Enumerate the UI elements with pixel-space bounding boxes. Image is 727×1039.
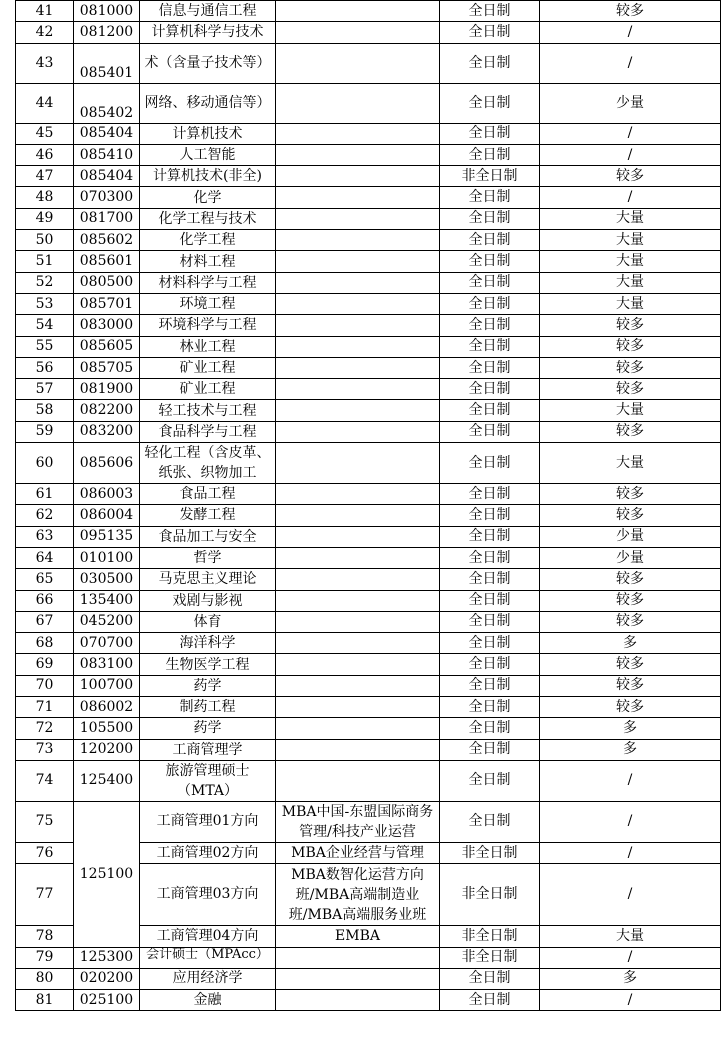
study-mode: 全日制 (440, 547, 540, 568)
table-row (16, 293, 721, 314)
row-number: 47 (16, 166, 74, 187)
study-mode: 全日制 (440, 569, 540, 590)
direction (276, 968, 440, 989)
row-number: 69 (16, 654, 74, 675)
row-number: 60 (16, 443, 74, 484)
table-row (16, 526, 721, 547)
major-name: 计算机技术 (140, 123, 276, 144)
table-row (16, 251, 721, 272)
major-code: 086004 (74, 505, 140, 526)
row-number: 57 (16, 379, 74, 400)
table-row (16, 1, 721, 22)
direction: EMBA (276, 926, 440, 947)
row-number: 43 (16, 43, 74, 83)
study-mode: 全日制 (440, 272, 540, 293)
major-code: 086003 (74, 484, 140, 505)
major-name: 工商管理02方向 (140, 842, 276, 863)
major-name: 轻工技术与工程 (140, 400, 276, 421)
enrollment-amount: 较多 (540, 590, 721, 611)
direction (276, 357, 440, 378)
table-row (16, 357, 721, 378)
study-mode: 非全日制 (440, 166, 540, 187)
direction (276, 484, 440, 505)
major-code: 125100 (74, 801, 140, 947)
major-code: 010100 (74, 547, 140, 568)
table-row (16, 400, 721, 421)
major-name: 计算机科学与技术 (140, 22, 276, 43)
row-number: 77 (16, 864, 74, 926)
table-row (16, 569, 721, 590)
major-code: 085401 (74, 43, 140, 83)
direction (276, 315, 440, 336)
direction (276, 675, 440, 696)
direction (276, 443, 440, 484)
table-row (16, 590, 721, 611)
study-mode: 全日制 (440, 379, 540, 400)
direction (276, 654, 440, 675)
direction (276, 272, 440, 293)
study-mode: 全日制 (440, 611, 540, 632)
direction: MBA中国-东盟国际商务管理/科技产业运营 (276, 801, 440, 842)
row-number: 73 (16, 739, 74, 760)
row-number: 59 (16, 421, 74, 442)
direction (276, 505, 440, 526)
study-mode: 全日制 (440, 697, 540, 718)
enrollment-amount: / (540, 144, 721, 165)
table-row (16, 272, 721, 293)
table-row (16, 760, 721, 801)
row-number: 76 (16, 842, 74, 863)
row-number: 63 (16, 526, 74, 547)
major-name: 金融 (140, 990, 276, 1011)
major-code: 081200 (74, 22, 140, 43)
major-code: 086002 (74, 697, 140, 718)
row-number: 65 (16, 569, 74, 590)
row-number: 62 (16, 505, 74, 526)
study-mode: 全日制 (440, 443, 540, 484)
study-mode: 全日制 (440, 801, 540, 842)
row-number: 68 (16, 633, 74, 654)
enrollment-amount: / (540, 43, 721, 83)
major-code: 085606 (74, 443, 140, 484)
row-number: 70 (16, 675, 74, 696)
direction (276, 739, 440, 760)
study-mode: 非全日制 (440, 947, 540, 968)
direction (276, 187, 440, 208)
table-row (16, 123, 721, 144)
study-mode: 全日制 (440, 484, 540, 505)
table-row (16, 654, 721, 675)
enrollment-amount: 较多 (540, 315, 721, 336)
table-row (16, 505, 721, 526)
enrollment-amount: 较多 (540, 336, 721, 357)
major-name: 计算机技术(非全) (140, 166, 276, 187)
direction: MBA企业经营与管理 (276, 842, 440, 863)
direction (276, 144, 440, 165)
major-code: 120200 (74, 739, 140, 760)
enrollment-amount: 较多 (540, 357, 721, 378)
major-name: 应用经济学 (140, 968, 276, 989)
direction (276, 379, 440, 400)
table-row (16, 421, 721, 442)
study-mode: 全日制 (440, 315, 540, 336)
direction (276, 293, 440, 314)
major-name (140, 947, 276, 968)
row-number: 46 (16, 144, 74, 165)
study-mode: 全日制 (440, 208, 540, 229)
study-mode: 全日制 (440, 968, 540, 989)
enrollment-amount: 大量 (540, 400, 721, 421)
major-name: 哲学 (140, 547, 276, 568)
major-name: 化学 (140, 187, 276, 208)
row-number: 61 (16, 484, 74, 505)
table-row (16, 379, 721, 400)
major-code: 085404 (74, 166, 140, 187)
direction (276, 547, 440, 568)
study-mode: 全日制 (440, 187, 540, 208)
row-number: 48 (16, 187, 74, 208)
major-name: 工商管理03方向 (140, 864, 276, 926)
major-code: 095135 (74, 526, 140, 547)
row-number: 56 (16, 357, 74, 378)
direction (276, 83, 440, 123)
major-code: 085602 (74, 230, 140, 251)
major-name: 食品科学与工程 (140, 421, 276, 442)
major-code: 085402 (74, 83, 140, 123)
major-name: 马克思主义理论 (140, 569, 276, 590)
table-row (16, 611, 721, 632)
study-mode: 全日制 (440, 336, 540, 357)
study-mode: 非全日制 (440, 926, 540, 947)
row-number: 53 (16, 293, 74, 314)
table-row (16, 22, 721, 43)
major-code: 085404 (74, 123, 140, 144)
study-mode: 全日制 (440, 526, 540, 547)
direction: MBA数智化运营方向班/MBA高端制造业班/MBA高端服务业班 (276, 864, 440, 926)
direction (276, 633, 440, 654)
major-name: 环境科学与工程 (140, 315, 276, 336)
major-name: 矿业工程 (140, 379, 276, 400)
enrollment-amount: 多 (540, 739, 721, 760)
major-code: 083000 (74, 315, 140, 336)
table-row (16, 968, 721, 989)
enrollment-amount: / (540, 990, 721, 1011)
direction (276, 718, 440, 739)
enrollment-amount: / (540, 187, 721, 208)
table-row (16, 83, 721, 123)
table-row (16, 208, 721, 229)
study-mode: 全日制 (440, 357, 540, 378)
table-row (16, 144, 721, 165)
row-number: 50 (16, 230, 74, 251)
major-name: 制药工程 (140, 697, 276, 718)
direction (276, 590, 440, 611)
major-name: 海洋科学 (140, 633, 276, 654)
table-row (16, 718, 721, 739)
table-row (16, 739, 721, 760)
study-mode: 全日制 (440, 739, 540, 760)
row-number: 54 (16, 315, 74, 336)
major-code: 100700 (74, 675, 140, 696)
table-row (16, 315, 721, 336)
table-row (16, 990, 721, 1011)
major-code: 085601 (74, 251, 140, 272)
study-mode: 全日制 (440, 230, 540, 251)
enrollment-amount: 较多 (540, 505, 721, 526)
enrollment-amount: / (540, 842, 721, 863)
major-code: 085410 (74, 144, 140, 165)
major-name: 戏剧与影视 (140, 590, 276, 611)
major-code: 083200 (74, 421, 140, 442)
direction (276, 697, 440, 718)
study-mode: 全日制 (440, 675, 540, 696)
row-number: 74 (16, 760, 74, 801)
table-row (16, 43, 721, 83)
enrollment-amount: 较多 (540, 166, 721, 187)
major-name: 矿业工程 (140, 357, 276, 378)
major-name: 化学工程 (140, 230, 276, 251)
study-mode: 全日制 (440, 633, 540, 654)
table-row (16, 166, 721, 187)
table-row (16, 547, 721, 568)
major-code: 020200 (74, 968, 140, 989)
major-name: 材料科学与工程 (140, 272, 276, 293)
row-number: 44 (16, 83, 74, 123)
study-mode: 全日制 (440, 400, 540, 421)
major-code: 085705 (74, 357, 140, 378)
study-mode: 全日制 (440, 123, 540, 144)
enrollment-amount: 少量 (540, 547, 721, 568)
table-row (16, 947, 721, 968)
row-number: 80 (16, 968, 74, 989)
direction (276, 22, 440, 43)
enrollment-amount: 较多 (540, 654, 721, 675)
enrollment-amount: 较多 (540, 675, 721, 696)
enrollment-amount: 多 (540, 633, 721, 654)
table-row (16, 633, 721, 654)
study-mode: 全日制 (440, 590, 540, 611)
direction (276, 123, 440, 144)
study-mode: 非全日制 (440, 864, 540, 926)
major-code: 135400 (74, 590, 140, 611)
direction (276, 990, 440, 1011)
major-code: 125300 (74, 947, 140, 968)
study-mode: 全日制 (440, 760, 540, 801)
enrollment-amount: 较多 (540, 421, 721, 442)
major-name: 林业工程 (140, 336, 276, 357)
study-mode: 非全日制 (440, 842, 540, 863)
major-name: 人工智能 (140, 144, 276, 165)
table-row (16, 443, 721, 484)
direction (276, 251, 440, 272)
direction (276, 400, 440, 421)
direction (276, 208, 440, 229)
major-name: 环境工程 (140, 293, 276, 314)
study-mode: 全日制 (440, 22, 540, 43)
major-code: 083100 (74, 654, 140, 675)
row-number: 72 (16, 718, 74, 739)
row-number: 55 (16, 336, 74, 357)
row-number: 64 (16, 547, 74, 568)
major-code: 085701 (74, 293, 140, 314)
study-mode: 全日制 (440, 251, 540, 272)
enrollment-amount: 少量 (540, 83, 721, 123)
enrollment-amount: / (540, 801, 721, 842)
major-name: 工商管理01方向 (140, 801, 276, 842)
admissions-table (15, 0, 721, 1011)
enrollment-amount: 大量 (540, 926, 721, 947)
direction (276, 43, 440, 83)
major-name: 工商管理学 (140, 739, 276, 760)
major-code: 070300 (74, 187, 140, 208)
study-mode: 全日制 (440, 718, 540, 739)
table-row (16, 336, 721, 357)
row-number: 42 (16, 22, 74, 43)
major-name: 发酵工程 (140, 505, 276, 526)
direction (276, 336, 440, 357)
major-code: 025100 (74, 990, 140, 1011)
direction (276, 569, 440, 590)
enrollment-amount: 较多 (540, 569, 721, 590)
direction (276, 947, 440, 968)
row-number: 79 (16, 947, 74, 968)
major-name: 体育 (140, 611, 276, 632)
row-number: 71 (16, 697, 74, 718)
major-code: 105500 (74, 718, 140, 739)
enrollment-amount: 多 (540, 968, 721, 989)
direction (276, 230, 440, 251)
enrollment-amount: 较多 (540, 379, 721, 400)
major-name: 材料工程 (140, 251, 276, 272)
major-code: 125400 (74, 760, 140, 801)
enrollment-amount: 大量 (540, 230, 721, 251)
study-mode: 全日制 (440, 293, 540, 314)
row-number: 41 (16, 1, 74, 22)
row-number: 45 (16, 123, 74, 144)
enrollment-amount: 多 (540, 718, 721, 739)
enrollment-amount: 较多 (540, 697, 721, 718)
direction (276, 166, 440, 187)
major-code: 080500 (74, 272, 140, 293)
major-code: 085605 (74, 336, 140, 357)
enrollment-amount: / (540, 123, 721, 144)
table-row (16, 675, 721, 696)
major-name: 食品加工与安全 (140, 526, 276, 547)
row-number: 81 (16, 990, 74, 1011)
table-row (16, 801, 721, 842)
enrollment-amount: / (540, 864, 721, 926)
direction (276, 760, 440, 801)
major-name: 信息与通信工程 (140, 1, 276, 22)
major-name: 轻化工程（含皮革、纸张、织物加工 (140, 443, 276, 484)
row-number: 67 (16, 611, 74, 632)
direction (276, 611, 440, 632)
major-name: 术（含量子技术等） (140, 43, 276, 83)
major-code: 081000 (74, 1, 140, 22)
major-name: 工商管理04方向 (140, 926, 276, 947)
major-name: 食品工程 (140, 484, 276, 505)
enrollment-amount: 大量 (540, 251, 721, 272)
study-mode: 全日制 (440, 990, 540, 1011)
study-mode: 全日制 (440, 1, 540, 22)
major-code: 045200 (74, 611, 140, 632)
table-row (16, 697, 721, 718)
row-number: 49 (16, 208, 74, 229)
major-name: 药学 (140, 675, 276, 696)
study-mode: 全日制 (440, 505, 540, 526)
study-mode: 全日制 (440, 144, 540, 165)
row-number: 52 (16, 272, 74, 293)
major-code: 030500 (74, 569, 140, 590)
major-name: 化学工程与技术 (140, 208, 276, 229)
enrollment-amount: / (540, 22, 721, 43)
row-number: 78 (16, 926, 74, 947)
major-code: 082200 (74, 400, 140, 421)
enrollment-amount: / (540, 947, 721, 968)
major-name: 网络、移动通信等） (140, 83, 276, 123)
table-row (16, 230, 721, 251)
row-number: 75 (16, 801, 74, 842)
study-mode: 全日制 (440, 421, 540, 442)
enrollment-amount: 大量 (540, 272, 721, 293)
major-name-text: 会计硕士（MPAcc） (146, 948, 269, 963)
study-mode: 全日制 (440, 83, 540, 123)
study-mode: 全日制 (440, 43, 540, 83)
direction (276, 526, 440, 547)
enrollment-amount: 较多 (540, 484, 721, 505)
enrollment-amount: / (540, 760, 721, 801)
row-number: 66 (16, 590, 74, 611)
enrollment-amount: 少量 (540, 526, 721, 547)
direction (276, 1, 440, 22)
table-row (16, 187, 721, 208)
enrollment-amount: 大量 (540, 293, 721, 314)
major-name: 药学 (140, 718, 276, 739)
major-name: 生物医学工程 (140, 654, 276, 675)
enrollment-amount: 较多 (540, 611, 721, 632)
enrollment-amount: 大量 (540, 208, 721, 229)
row-number: 58 (16, 400, 74, 421)
study-mode: 全日制 (440, 654, 540, 675)
major-code: 070700 (74, 633, 140, 654)
enrollment-amount: 较多 (540, 1, 721, 22)
major-name: 旅游管理硕士（MTA） (140, 760, 276, 801)
table-row (16, 484, 721, 505)
direction (276, 421, 440, 442)
major-code: 081900 (74, 379, 140, 400)
row-number: 51 (16, 251, 74, 272)
major-code: 081700 (74, 208, 140, 229)
enrollment-amount: 大量 (540, 443, 721, 484)
